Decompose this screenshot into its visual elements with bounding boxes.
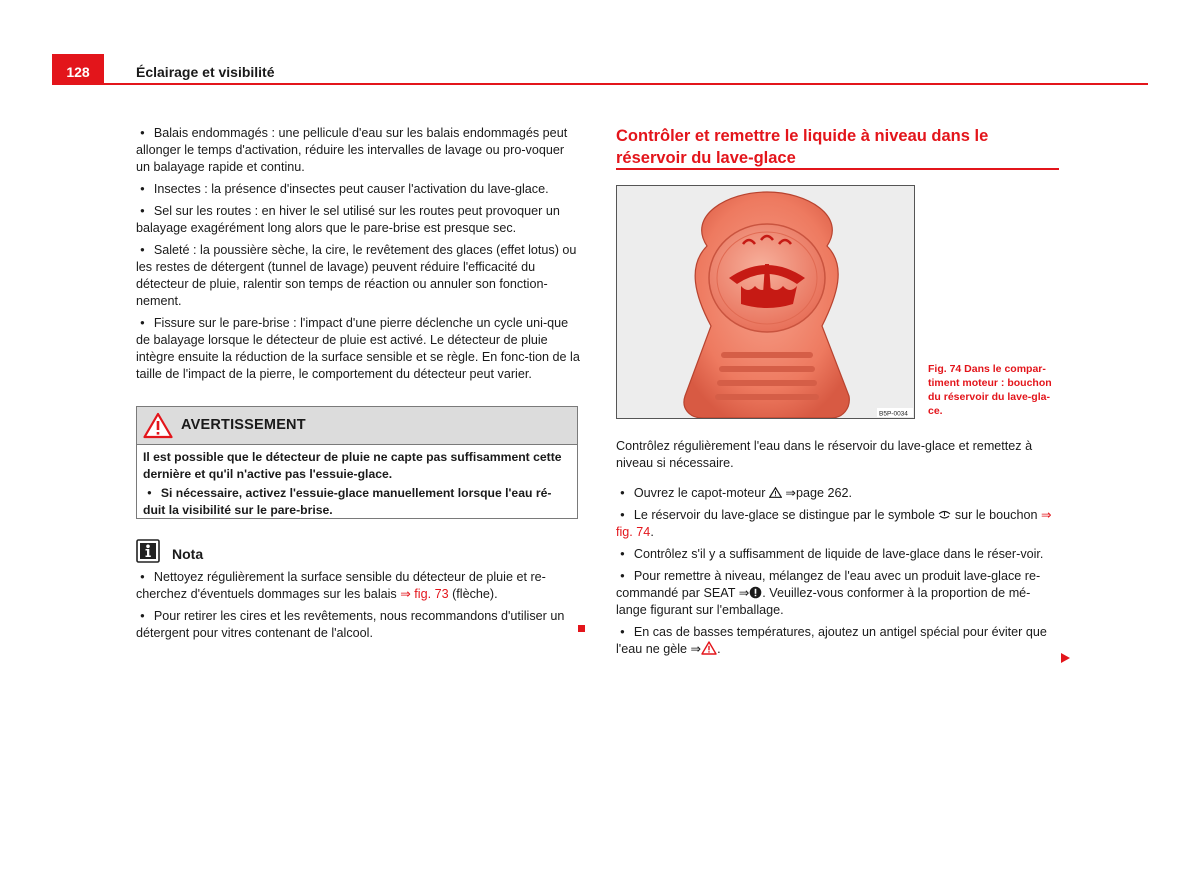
list-item	[136, 568, 580, 603]
item-text: .	[717, 642, 721, 656]
figure-caption: Fig. 74 Dans le compar-timent moteur : bouchon du réservoir du lave-gla-ce.	[928, 363, 1052, 417]
section-end-marker	[578, 625, 585, 632]
figure-code: B5P-0034	[879, 410, 908, 418]
item-text: Le réservoir du lave-glace se distingue par le symbole	[633, 508, 939, 522]
left-column	[136, 124, 580, 387]
warning-body	[137, 445, 577, 518]
continue-arrow-icon	[1061, 653, 1070, 663]
info-icon	[136, 539, 160, 563]
list-item: ● Insectes : la présence d'insectes peut causer l'activation du lave-glace.	[136, 180, 580, 198]
caution-circle-icon	[749, 586, 762, 599]
list-item: ● Balais endommagés : une pellicule d'eau sur les balais endommagés peut allonger le temps d'activation, réduire les intervalles de lavage ou pro-voquer un balayage rapide et continu.	[136, 124, 580, 176]
page-number: 128	[52, 54, 104, 84]
list-item: ● Pour retirer les cires et les revêtements, nous recommandons d'utiliser un détergent pour vitres contenant de l'alcool.	[136, 607, 580, 642]
warning-header	[137, 407, 577, 445]
right-body	[616, 438, 1060, 662]
nota-body	[136, 568, 580, 646]
list-item	[616, 623, 1060, 658]
intro-text: Contrôlez régulièrement l'eau dans le réservoir du lave-glace et remettez à niveau si nécessaire.	[616, 439, 1033, 470]
item-text: Pour remettre à niveau, mélangez de l'eau avec un produit lave-glace re-commandé par SEAT ⇒	[616, 569, 1041, 600]
running-header: Éclairage et visibilité	[136, 64, 275, 80]
warning-triangle-icon	[143, 412, 173, 439]
washer-symbol-icon	[938, 508, 951, 520]
warning-text: Il est possible que le détecteur de pluie ne capte pas suffisamment cette dernière et qu'il n'active pas l'essuie-glace.	[143, 450, 562, 481]
list-item: ● Contrôlez s'il y a suffisamment de liquide de lave-glace dans le réser-voir.	[616, 545, 1060, 563]
figure-74	[616, 185, 915, 419]
item-text: En cas de basses températures, ajoutez un antigel spécial pour éviter que l'eau ne gèle ⇒	[616, 625, 1047, 656]
list-item	[616, 506, 1060, 541]
item-text: ⇒page 262.	[781, 486, 853, 500]
fig-73-link[interactable]: ⇒ fig. 73	[400, 587, 449, 601]
section-rule	[616, 168, 1059, 170]
warning-title: AVERTISSEMENT	[181, 417, 306, 433]
washer-cap-illustration	[617, 186, 914, 418]
fig-74-link[interactable]: ⇒ fig. 74	[616, 508, 1052, 539]
nota-text: (flèche).	[448, 587, 498, 601]
item-text: . Veuillez-vous conformer à la proportion de mé-lange figurant sur l'emballage.	[616, 586, 1031, 617]
section-title: Contrôler et remettre le liquide à niveau dans le réservoir du lave-glace	[616, 127, 989, 167]
nota-title: Nota	[172, 546, 204, 562]
warning-box	[136, 406, 578, 519]
nota-text: Nettoyez régulièrement la surface sensible du détecteur de pluie et re-cherchez d'éventuels dommages sur les balais	[136, 570, 546, 601]
header-rule	[52, 83, 1148, 85]
item-text: sur le bouchon	[951, 508, 1041, 522]
item-text: .	[650, 525, 654, 539]
list-item: ● Fissure sur le pare-brise : l'impact d'une pierre déclenche un cycle uni-que de balayage lorsque le détecteur de pluie est activé. Le détecteur de pluie intègre ensuite la réduction de la surface sensible et se règle. En fonc-tion de la taille de l'impact de la pierre, le comportement du détecteur peut varier.	[136, 314, 580, 383]
warning-red-icon	[701, 641, 717, 655]
list-item	[616, 567, 1060, 619]
item-text: Ouvrez le capot-moteur	[633, 486, 769, 500]
warning-symbol-icon	[769, 487, 782, 498]
nota-header	[136, 538, 203, 563]
list-item	[616, 484, 1060, 502]
list-item: ● Sel sur les routes : en hiver le sel utilisé sur les routes peut provoquer un balayage exagérément long alors que le pare-brise est presque sec.	[136, 202, 580, 237]
warning-item: ● Si nécessaire, activez l'essuie-glace manuellement lorsque l'eau ré-duit la visibilité sur le pare-brise.	[143, 485, 571, 518]
list-item: ● Saleté : la poussière sèche, la cire, le revêtement des glaces (effet lotus) ou les restes de détergent (tunnel de lavage) peuvent réduire l'efficacité du détecteur de pluie, ralentir son temps de réaction ou annuler son fonction-nement.	[136, 241, 580, 310]
